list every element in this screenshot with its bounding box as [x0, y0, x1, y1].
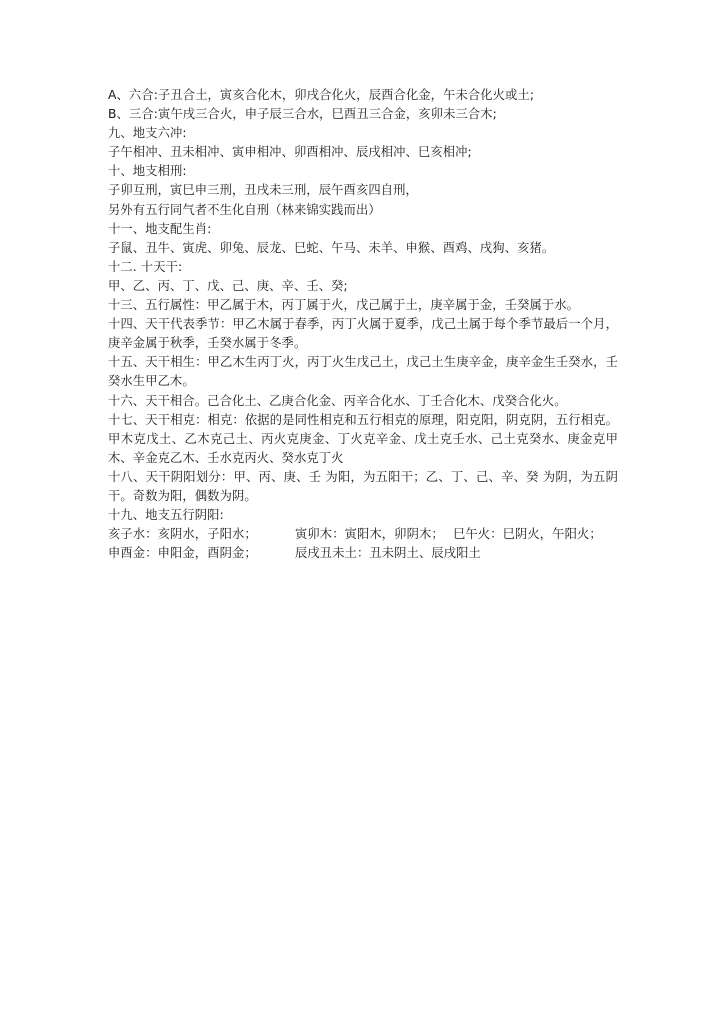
- paragraph: 十四、天干代表季节：甲乙木属于春季，丙丁火属于夏季，戊己土属于每个季节最后一个月，庚辛金属于秋季，壬癸水属于冬季。: [108, 317, 618, 351]
- yinyang-cell: 辰戌丑未土：丑未阴土、辰戌阳土: [295, 546, 481, 561]
- section-heading: 十、地支相刑:: [108, 164, 187, 179]
- text-line: 子鼠、丑牛、寅虎、卯兔、辰龙、巳蛇、午马、未羊、申猴、酉鸡、戌狗、亥猪。: [108, 240, 555, 255]
- text-line: 甲、乙、丙、丁、戊、己、庚、辛、壬、癸;: [108, 278, 348, 293]
- text-line: 十六、天干相合。己合化土、乙庚合化金、丙辛合化水、丁壬合化木、戊癸合化火。: [108, 393, 567, 408]
- section-heading: 十九、地支五行阴阳:: [108, 508, 224, 523]
- text-line: 十三、五行属性：甲乙属于木，丙丁属于火，戊己属于土，庚辛属于金，壬癸属于水。: [108, 298, 580, 313]
- sanhe-line: B、三合:寅午戌三合火，申子辰三合水，巳酉丑三合金，亥卯未三合木;: [108, 107, 497, 122]
- text-line: 子卯互刑，寅巳申三刑，丑戌未三刑，辰午酉亥四自刑，: [108, 183, 418, 198]
- paragraph: 十五、天干相生：甲乙木生丙丁火，丙丁火生戊己土，戊己土生庚辛金，庚辛金生壬癸水，壬癸水生甲乙木。: [108, 355, 618, 389]
- yinyang-row: [108, 525, 618, 544]
- yinyang-cell: 巳午火：巳阴火，午阳火；: [453, 527, 602, 542]
- yinyang-cell: [453, 544, 618, 563]
- text-line: 子午相冲、丑未相冲、寅申相冲、卯酉相冲、辰戌相冲、巳亥相冲;: [108, 145, 472, 160]
- section-heading: 十二. 十天干:: [108, 259, 183, 274]
- paragraph: 十七、天干相克：相克：依据的是同性相克和五行相克的原理，阳克阳，阴克阴，五行相克。甲木克戊土、乙木克己土、丙火克庚金、丁火克辛金、戊土克壬水、己土克癸水、庚金克甲木、辛金克乙木、壬水克丙火、癸水克丁火: [108, 412, 618, 465]
- yinyang-cell: 亥子水：亥阴水，子阳水；: [108, 527, 257, 542]
- liuhe-line: A、六合:子丑合土，寅亥合化木，卯戌合化火，辰酉合化金，午未合化火或土;: [108, 88, 535, 102]
- section-heading: 九、地支六冲:: [108, 126, 187, 141]
- paragraph: 十八、天干阴阳划分：甲、丙、庚、壬 为阳，为五阳干；乙、丁、己、辛、癸 为阴，为五阴干。奇数为阳，偶数为阴。: [108, 469, 618, 503]
- yinyang-row: [108, 544, 618, 563]
- yinyang-cell: 申酉金：申阳金，酉阴金；: [108, 546, 257, 561]
- yinyang-cell: 寅卯木：寅阳木，卯阴木；: [295, 527, 444, 542]
- document-body: [108, 86, 618, 563]
- section-heading: 十一、地支配生肖:: [108, 221, 212, 236]
- text-line: 另外有五行同气者不生化自刑（林来锦实践而出）: [108, 202, 381, 217]
